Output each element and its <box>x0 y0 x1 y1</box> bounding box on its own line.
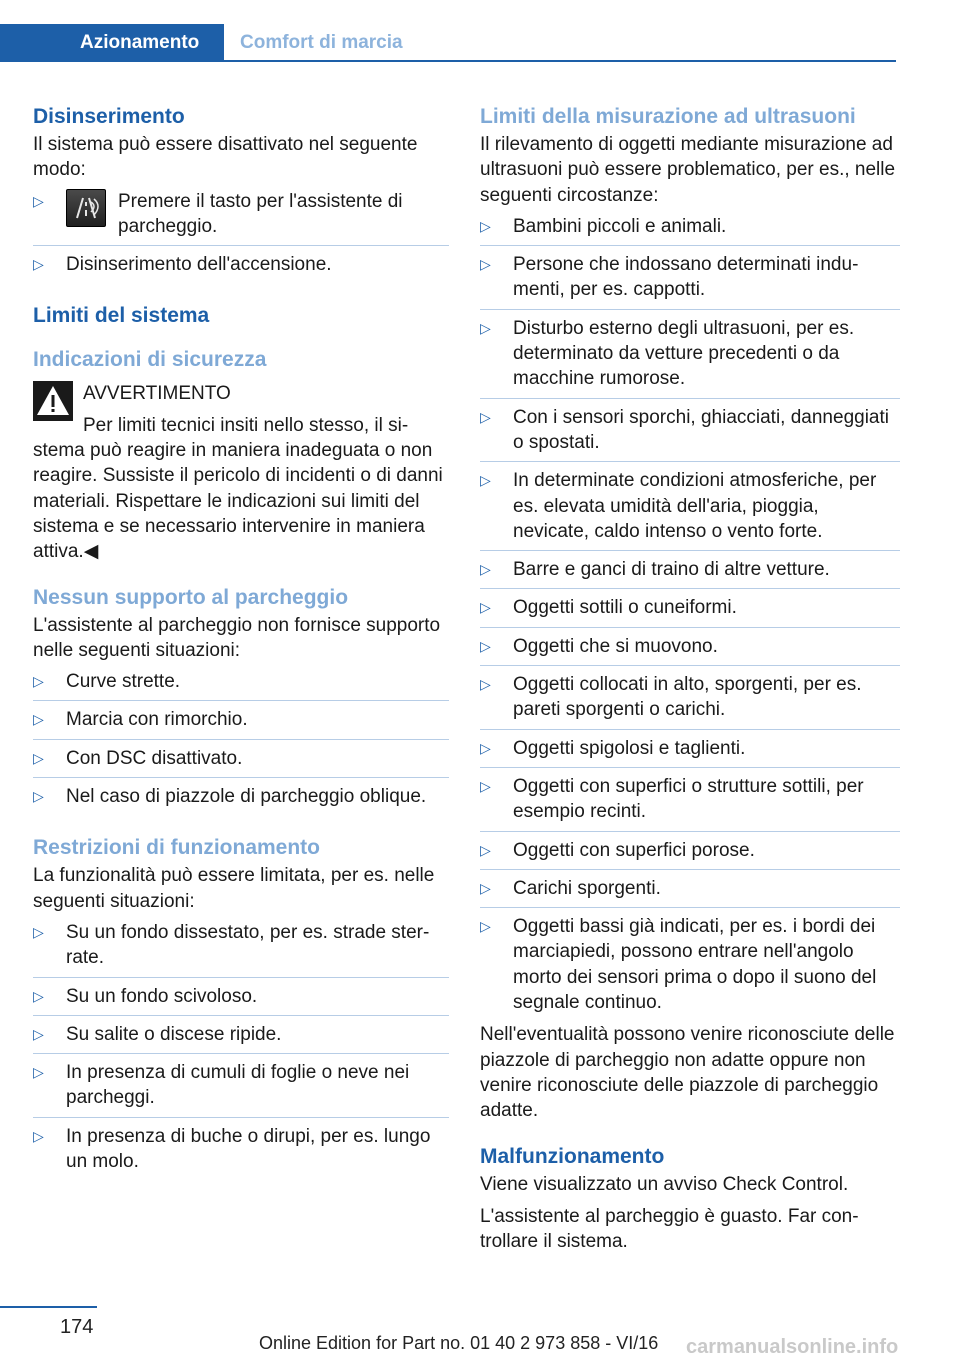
list-item-text: Disinserimento dell'accensione. <box>66 254 332 276</box>
bullet-icon: ▷ <box>480 472 491 489</box>
list-item-text: Bambini piccoli e animali. <box>513 215 727 237</box>
list-item-text: Con DSC disattivato. <box>66 747 243 769</box>
warning-label: AVVERTIMENTO <box>83 383 231 405</box>
list-item <box>480 590 900 627</box>
page-header <box>0 24 896 62</box>
ultrasuoni-list <box>480 214 900 1021</box>
warning-first-line: Per limiti tecnici insiti nello stesso, il si- <box>83 414 409 436</box>
bullet-icon: ▷ <box>480 676 491 693</box>
list-item-text: Oggetti sottili o cuneiformi. <box>513 597 737 619</box>
bullet-icon: ▷ <box>480 256 491 273</box>
bullet-icon: ▷ <box>480 841 491 858</box>
bullet-icon: ▷ <box>480 739 491 756</box>
park-assist-button-icon <box>66 189 106 227</box>
list-item <box>33 669 449 701</box>
list-item <box>33 1055 449 1118</box>
ultrasuoni-outro: Nell'eventualità possono venire riconosciute delle piazzole di parcheggio non adatte oppure non venire riconosciute delle piazzole di parcheggio adatte. <box>480 1024 895 1122</box>
heading-nessun-supporto: Nessun supporto al parcheggio <box>33 585 349 609</box>
heading-indicazioni-di-sicurezza: Indicazioni di sicurezza <box>33 348 267 372</box>
list-item-text: Disturbo esterno degli ultrasuoni, per es. determinato da vetture precedenti o da macchine rumorose. <box>513 317 855 390</box>
list-item-text: Oggetti con superfici o strutture sottili, per esempio recinti. <box>513 775 864 823</box>
list-item <box>480 667 900 730</box>
list-item-text: Oggetti bassi già indicati, per es. i bordi dei marciapiedi, possono entrare nell'angolo morto dei sensori prima o dopo il suono del segnale continuo. <box>513 916 877 1014</box>
list-item <box>33 702 449 739</box>
list-item-text: Oggetti con superfici porose. <box>513 839 755 861</box>
restrizioni-intro: La funzionalità può essere limitata, per es. nelle seguenti situazioni: <box>33 865 435 912</box>
list-item-text: Su un fondo scivoloso. <box>66 985 258 1007</box>
list-item-text: In presenza di cumuli di foglie o neve nei parcheggi. <box>66 1062 410 1109</box>
list-item <box>33 247 449 283</box>
list-item <box>33 1119 449 1181</box>
list-item <box>33 779 449 815</box>
footer-divider <box>0 1306 97 1308</box>
list-item <box>480 247 900 310</box>
right-column <box>480 102 900 1254</box>
header-divider <box>0 60 896 62</box>
bullet-icon: ▷ <box>480 217 491 234</box>
warning-triangle-icon <box>33 381 73 421</box>
list-item <box>480 629 900 666</box>
bullet-icon: ▷ <box>480 319 491 336</box>
bullet-icon: ▷ <box>33 1064 44 1081</box>
nessun-intro: L'assistente al parcheggio non fornisce supporto nelle seguenti situazioni: <box>33 614 441 661</box>
list-item-text: Marcia con rimorchio. <box>66 709 248 731</box>
bullet-icon: ▷ <box>33 923 44 940</box>
bullet-icon: ▷ <box>33 749 44 766</box>
bullet-icon: ▷ <box>480 408 491 425</box>
bullet-icon: ▷ <box>33 1025 44 1042</box>
list-item-text: Premere il tasto per l'assistente di parcheggio. <box>118 190 403 237</box>
list-item <box>480 731 900 768</box>
bullet-icon: ▷ <box>480 637 491 654</box>
heading-restrizioni: Restrizioni di funzionamento <box>33 836 320 860</box>
list-item-text: Nel caso di piazzole di parcheggio oblique. <box>66 786 427 808</box>
list-item-text: Oggetti collocati in alto, sporgenti, per es. pareti sporgenti o carichi. <box>513 674 862 721</box>
watermark: carmanualsonline.info <box>686 1336 899 1358</box>
bullet-icon: ▷ <box>33 192 44 209</box>
list-item <box>33 741 449 778</box>
list-item <box>33 189 449 247</box>
list-item-text: Carichi sporgenti. <box>513 877 661 899</box>
warning-block <box>33 381 449 438</box>
left-column <box>33 102 449 1181</box>
bullet-icon: ▷ <box>480 561 491 578</box>
disinserimento-intro: Il sistema può essere disattivato nel seguente modo: <box>33 134 418 181</box>
tab-comfort-di-marcia[interactable]: Comfort di marcia <box>240 32 403 53</box>
list-item <box>480 552 900 589</box>
list-item <box>33 920 449 978</box>
list-item <box>480 214 900 246</box>
list-item-text: Su un fondo dissestato, per es. strade sterrate. <box>66 921 430 969</box>
bullet-icon: ▷ <box>33 673 44 690</box>
list-item-text: Con i sensori sporchi, ghiacciati, danneggiati o spostati. <box>513 406 889 453</box>
list-item-text: Barre e ganci di traino di altre vetture. <box>513 559 830 581</box>
bullet-icon: ▷ <box>33 711 44 728</box>
warning-text: stema può reagire in maniera inadeguata o non reagire. Sussiste il pericolo di incidenti o di danni materiali. Rispettare le indicazioni sui limiti del sistema e se necessario intervenire in maniera attiva.◀ <box>33 440 443 563</box>
edition-note: Online Edition for Part no. 01 40 2 973 858 - VI/16 <box>259 1333 659 1353</box>
bullet-icon: ▷ <box>33 256 44 273</box>
list-item <box>480 909 900 1021</box>
list-item-text: Su salite o discese ripide. <box>66 1023 282 1045</box>
malfunzionamento-p2: L'assistente al parcheggio è guasto. Far controllare il sistema. <box>480 1205 859 1253</box>
page-number: 174 <box>60 1316 94 1338</box>
malfunzionamento-p1: Viene visualizzato un avviso Check Control. <box>480 1173 849 1195</box>
list-item-text: Oggetti spigolosi e taglienti. <box>513 737 746 759</box>
bullet-icon: ▷ <box>480 918 491 935</box>
bullet-icon: ▷ <box>480 599 491 616</box>
heading-limiti-ultrasuoni: Limiti della misurazione ad ultrasuoni <box>480 105 856 128</box>
list-item <box>480 463 900 551</box>
bullet-icon: ▷ <box>480 879 491 896</box>
bullet-icon: ▷ <box>33 987 44 1004</box>
nessun-list <box>33 669 449 815</box>
list-item-text: In determinate condizioni atmosferiche, per es. elevata umidità dell'aria, pioggia, nevicate, caldo intenso o vento forte. <box>513 470 877 542</box>
list-item <box>480 871 900 908</box>
list-item <box>480 400 900 463</box>
heading-malfunzionamento: Malfunzionamento <box>480 1144 665 1168</box>
list-item <box>480 769 900 832</box>
list-item-text: Persone che indossano determinati indumenti, per es. cappotti. <box>513 254 859 301</box>
list-item-text: Curve strette. <box>66 671 181 693</box>
bullet-icon: ▷ <box>33 1127 44 1144</box>
list-item <box>480 311 900 399</box>
ultrasuoni-intro: Il rilevamento di oggetti mediante misurazione ad ultrasuoni può essere problematico, per es., nelle seguenti circostanze: <box>480 134 896 206</box>
list-item <box>33 1017 449 1054</box>
restrizioni-list <box>33 920 449 1180</box>
list-item-text: Oggetti che si muovono. <box>513 635 718 657</box>
heading-limiti-del-sistema: Limiti del sistema <box>33 304 210 328</box>
list-item <box>480 833 900 870</box>
disinserimento-list <box>33 189 449 284</box>
list-item <box>33 979 449 1016</box>
bullet-icon: ▷ <box>33 788 44 805</box>
tab-azionamento[interactable]: Azionamento <box>0 24 224 62</box>
list-item-text: In presenza di buche o dirupi, per es. lungo un molo. <box>66 1125 431 1173</box>
bullet-icon: ▷ <box>480 777 491 794</box>
heading-disinserimento: Disinserimento <box>33 105 185 128</box>
